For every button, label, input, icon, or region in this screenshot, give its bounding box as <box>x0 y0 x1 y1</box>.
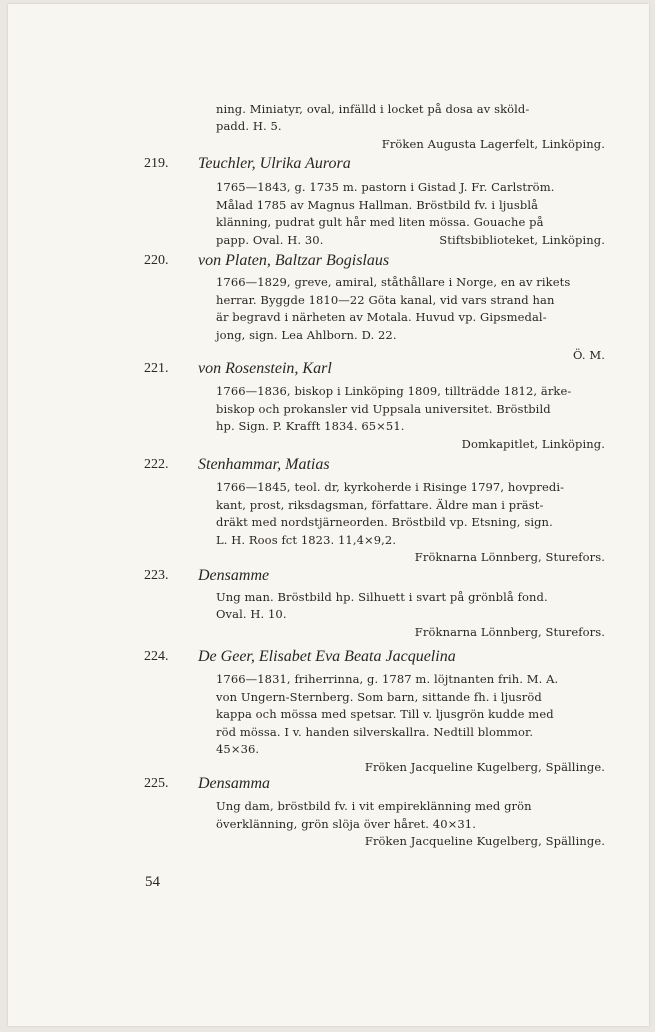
entry-line: 1766—1829, greve, amiral, ståthållare i Norge, en av rikets <box>216 275 571 289</box>
entry-number: 224. <box>144 649 169 664</box>
entry-line: 1766—1845, teol. dr, kyrkoherde i Risinge 1797, hovpredi- <box>216 480 565 494</box>
entry-line: Ung dam, bröstbild fv. i vit empireklänning med grön <box>216 799 532 813</box>
entry-name: von Rosenstein, Karl <box>198 360 332 377</box>
entry-line: L. H. Roos fct 1823. 11,4×9,2. <box>216 533 397 547</box>
entry-number: 222. <box>144 457 169 472</box>
entry-owner: Fröknarna Lönnberg, Sturefors. <box>414 625 605 639</box>
page-number: 54 <box>145 874 160 890</box>
entry-line: överklänning, grön slöja över håret. 40×31. <box>216 817 476 831</box>
entry-line: klänning, pudrat gult hår med liten mössa. Gouache på <box>216 215 544 229</box>
entry-line: 1765—1843, g. 1735 m. pastorn i Gistad J. Fr. Carlström. <box>216 180 555 194</box>
entry-name: De Geer, Elisabet Eva Beata Jacquelina <box>198 648 456 665</box>
entry-number: 220. <box>144 253 169 268</box>
entry-line: dräkt med nordstjärneorden. Bröstbild vp. Etsning, sign. <box>216 515 553 529</box>
entry-line: herrar. Byggde 1810—22 Göta kanal, vid vars strand han <box>216 293 555 307</box>
entry-owner: Stiftsbiblioteket, Linköping. <box>439 233 605 247</box>
entry-name: Stenhammar, Matias <box>198 456 330 473</box>
entry-owner: Fröken Jacqueline Kugelberg, Spällinge. <box>364 760 605 774</box>
entry-owner: Ö. M. <box>573 348 605 362</box>
intro-line: padd. H. 5. <box>216 119 282 133</box>
entry-name: von Platen, Baltzar Bogislaus <box>198 252 390 269</box>
entry-line: Ung man. Bröstbild hp. Silhuett i svart på grönblå fond. <box>216 590 548 604</box>
entry-line: biskop och prokansler vid Uppsala universitet. Bröstbild <box>216 402 551 416</box>
intro-line: ning. Miniatyr, oval, infälld i locket på dosa av sköld- <box>216 102 530 116</box>
entry-name: Densamme <box>198 567 270 584</box>
entry-number: 223. <box>144 568 169 583</box>
entry-number: 219. <box>144 156 169 171</box>
entry-line: Oval. H. 10. <box>216 607 287 621</box>
document-page <box>8 4 649 1026</box>
entry-owner: Fröknarna Lönnberg, Sturefors. <box>414 550 605 564</box>
entry-name: Densamma <box>198 775 270 792</box>
entry-line: Målad 1785 av Magnus Hallman. Bröstbild fv. i ljusblå <box>216 198 539 212</box>
entry-number: 225. <box>144 776 169 791</box>
entry-line: 1766—1831, friherrinna, g. 1787 m. löjtnanten frih. M. A. <box>216 672 559 686</box>
entry-line: papp. Oval. H. 30. <box>216 233 324 247</box>
entry-number: 221. <box>144 361 169 376</box>
entry-line: von Ungern-Sternberg. Som barn, sittande fh. i ljusröd <box>216 690 542 704</box>
entry-line: hp. Sign. P. Krafft 1834. 65×51. <box>216 419 405 433</box>
entry-line: är begravd i närheten av Motala. Huvud vp. Gipsmedal- <box>216 310 547 324</box>
entry-owner: Domkapitlet, Linköping. <box>461 437 605 451</box>
entry-line: jong, sign. Lea Ahlborn. D. 22. <box>216 328 397 342</box>
entry-line: röd mössa. I v. handen silverskallra. Nedtill blommor. <box>216 725 534 739</box>
entry-line: kappa och mössa med spetsar. Till v. ljusgrön kudde med <box>216 707 554 721</box>
entry-owner: Fröken Jacqueline Kugelberg, Spällinge. <box>364 834 605 848</box>
entry-line: 1766—1836, biskop i Linköping 1809, tillträdde 1812, ärke- <box>216 384 572 398</box>
intro-owner: Fröken Augusta Lagerfelt, Linköping. <box>381 137 605 151</box>
entry-name: Teuchler, Ulrika Aurora <box>198 155 351 172</box>
entry-line: kant, prost, riksdagsman, författare. Äldre man i präst- <box>216 498 544 512</box>
entry-line: 45×36. <box>216 742 260 756</box>
